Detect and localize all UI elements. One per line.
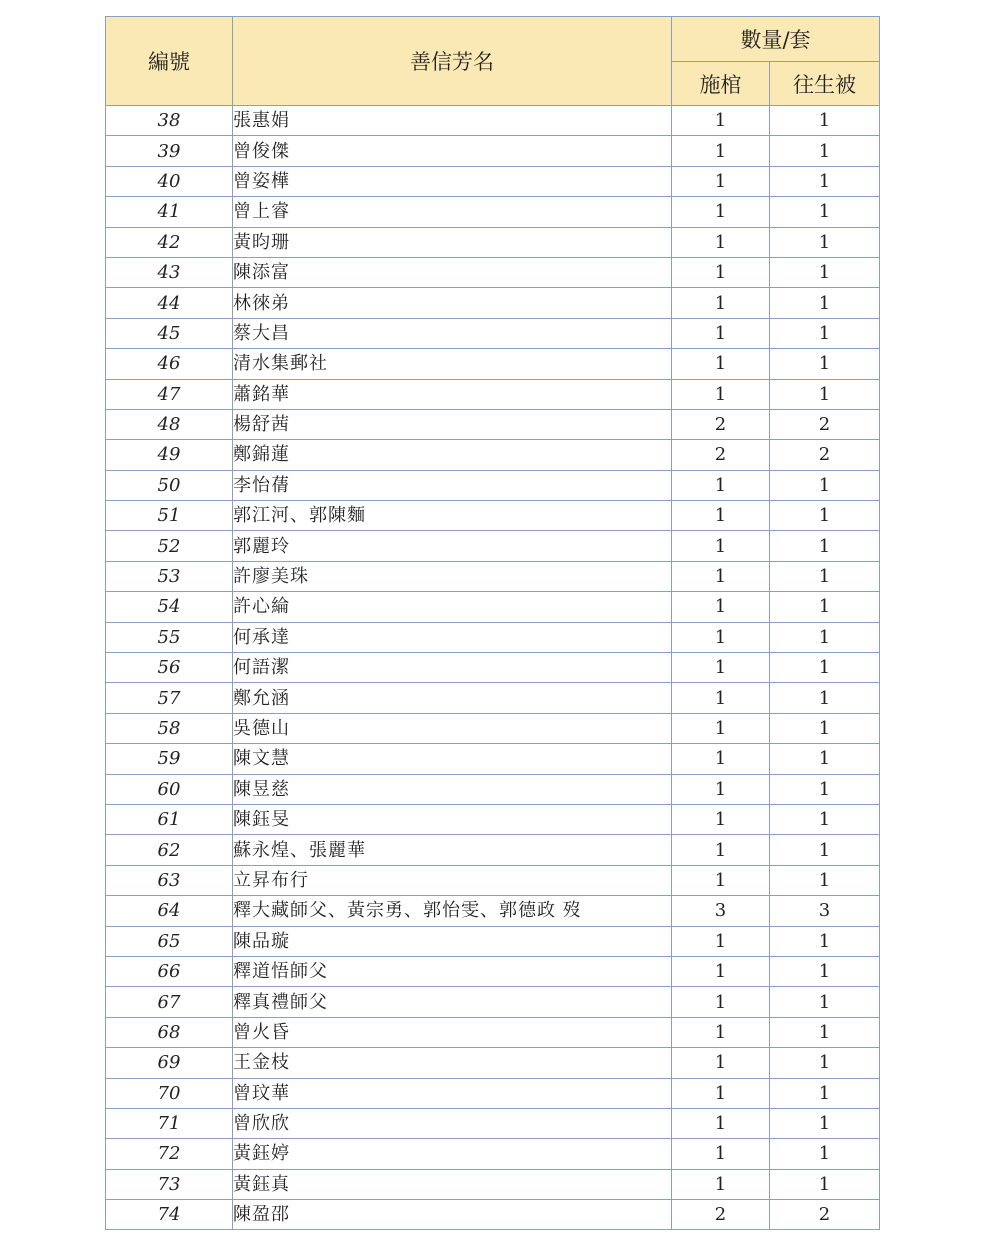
row-number-cell: 70 — [106, 1078, 233, 1108]
row-number-cell: 49 — [106, 440, 233, 470]
row-number-cell: 63 — [106, 865, 233, 895]
table-row — [106, 653, 880, 683]
table-row — [106, 956, 880, 986]
table-row — [106, 835, 880, 865]
donor-name-cell: 李怡蒨 — [233, 470, 672, 500]
coffin-quantity-cell: 3 — [672, 896, 770, 926]
coffin-quantity-cell: 1 — [672, 1139, 770, 1169]
row-number-cell: 52 — [106, 531, 233, 561]
row-number-cell: 46 — [106, 349, 233, 379]
quilt-quantity-cell: 1 — [770, 1078, 880, 1108]
quilt-quantity-cell: 1 — [770, 1169, 880, 1199]
donor-name-cell: 陳添富 — [233, 257, 672, 287]
quilt-quantity-cell: 1 — [770, 926, 880, 956]
donor-name-cell: 何承達 — [233, 622, 672, 652]
table-row — [106, 227, 880, 257]
quilt-quantity-cell: 1 — [770, 531, 880, 561]
table-row — [106, 987, 880, 1017]
row-number-cell: 39 — [106, 136, 233, 166]
coffin-quantity-cell: 1 — [672, 531, 770, 561]
quilt-quantity-cell: 1 — [770, 592, 880, 622]
donor-name-cell: 鄭允涵 — [233, 683, 672, 713]
row-number-cell: 56 — [106, 653, 233, 683]
quilt-quantity-cell: 1 — [770, 622, 880, 652]
quilt-quantity-cell: 1 — [770, 106, 880, 136]
quilt-quantity-cell: 1 — [770, 835, 880, 865]
table-row — [106, 257, 880, 287]
donor-name-cell: 黃鈺婷 — [233, 1139, 672, 1169]
row-number-cell: 65 — [106, 926, 233, 956]
row-number-cell: 40 — [106, 166, 233, 196]
row-number-cell: 74 — [106, 1200, 233, 1230]
coffin-quantity-cell: 1 — [672, 561, 770, 591]
table-row — [106, 440, 880, 470]
quilt-quantity-cell: 1 — [770, 683, 880, 713]
quilt-quantity-cell: 1 — [770, 1139, 880, 1169]
coffin-quantity-cell: 1 — [672, 501, 770, 531]
quilt-quantity-cell: 1 — [770, 470, 880, 500]
row-number-cell: 57 — [106, 683, 233, 713]
coffin-quantity-cell: 1 — [672, 197, 770, 227]
table-row — [106, 501, 880, 531]
table-row — [106, 744, 880, 774]
table-row — [106, 1048, 880, 1078]
coffin-quantity-cell: 1 — [672, 257, 770, 287]
quilt-quantity-cell: 1 — [770, 1017, 880, 1047]
donor-name-cell: 清水集郵社 — [233, 349, 672, 379]
table-row — [106, 318, 880, 348]
quilt-quantity-cell: 1 — [770, 1108, 880, 1138]
number-column-header: 編號 — [106, 17, 233, 106]
donor-name-cell: 陳鈺旻 — [233, 804, 672, 834]
donor-name-cell: 曾上睿 — [233, 197, 672, 227]
table-row — [106, 865, 880, 895]
donor-name-cell: 許心綸 — [233, 592, 672, 622]
quilt-quantity-cell: 1 — [770, 349, 880, 379]
quantity-group-header: 數量/套 — [672, 17, 880, 62]
quilt-quantity-cell: 1 — [770, 318, 880, 348]
coffin-quantity-cell: 1 — [672, 1078, 770, 1108]
quilt-quantity-cell: 1 — [770, 744, 880, 774]
donor-table — [105, 16, 880, 1230]
table-row — [106, 926, 880, 956]
row-number-cell: 42 — [106, 227, 233, 257]
coffin-quantity-cell: 1 — [672, 653, 770, 683]
row-number-cell: 38 — [106, 106, 233, 136]
quilt-quantity-cell: 1 — [770, 653, 880, 683]
coffin-quantity-cell: 1 — [672, 683, 770, 713]
table-row — [106, 561, 880, 591]
row-number-cell: 45 — [106, 318, 233, 348]
quilt-quantity-cell: 1 — [770, 774, 880, 804]
row-number-cell: 62 — [106, 835, 233, 865]
donor-name-cell: 曾俊傑 — [233, 136, 672, 166]
row-number-cell: 72 — [106, 1139, 233, 1169]
coffin-quantity-cell: 1 — [672, 379, 770, 409]
quilt-quantity-cell: 1 — [770, 804, 880, 834]
row-number-cell: 43 — [106, 257, 233, 287]
table-header — [106, 17, 880, 106]
row-number-cell: 50 — [106, 470, 233, 500]
coffin-quantity-cell: 1 — [672, 956, 770, 986]
coffin-column-header: 施棺 — [672, 62, 770, 106]
table-row — [106, 1017, 880, 1047]
row-number-cell: 73 — [106, 1169, 233, 1199]
quilt-quantity-cell: 2 — [770, 1200, 880, 1230]
donor-name-cell: 釋大藏師父、黃宗勇、郭怡雯、郭德政 歿 — [233, 896, 672, 926]
row-number-cell: 64 — [106, 896, 233, 926]
coffin-quantity-cell: 1 — [672, 1017, 770, 1047]
row-number-cell: 58 — [106, 713, 233, 743]
table-row — [106, 379, 880, 409]
donor-name-cell: 吳德山 — [233, 713, 672, 743]
donor-name-cell: 蕭銘華 — [233, 379, 672, 409]
table-row — [106, 713, 880, 743]
quilt-quantity-cell: 1 — [770, 166, 880, 196]
donor-name-cell: 楊舒茜 — [233, 409, 672, 439]
donor-name-cell: 鄭錦蓮 — [233, 440, 672, 470]
donor-name-cell: 黃昀珊 — [233, 227, 672, 257]
quilt-quantity-cell: 1 — [770, 561, 880, 591]
donor-name-cell: 陳文慧 — [233, 744, 672, 774]
table-row — [106, 288, 880, 318]
coffin-quantity-cell: 1 — [672, 713, 770, 743]
coffin-quantity-cell: 1 — [672, 1108, 770, 1138]
donor-name-cell: 林徠弟 — [233, 288, 672, 318]
row-number-cell: 55 — [106, 622, 233, 652]
row-number-cell: 53 — [106, 561, 233, 591]
table-row — [106, 1200, 880, 1230]
donor-name-cell: 蘇永煌、張麗華 — [233, 835, 672, 865]
table-row — [106, 622, 880, 652]
quilt-quantity-cell: 1 — [770, 288, 880, 318]
coffin-quantity-cell: 2 — [672, 1200, 770, 1230]
coffin-quantity-cell: 1 — [672, 227, 770, 257]
row-number-cell: 41 — [106, 197, 233, 227]
coffin-quantity-cell: 1 — [672, 166, 770, 196]
row-number-cell: 44 — [106, 288, 233, 318]
table-row — [106, 136, 880, 166]
donor-name-cell: 釋道悟師父 — [233, 956, 672, 986]
donor-name-cell: 曾火昏 — [233, 1017, 672, 1047]
row-number-cell: 69 — [106, 1048, 233, 1078]
table-row — [106, 349, 880, 379]
coffin-quantity-cell: 2 — [672, 440, 770, 470]
table-row — [106, 896, 880, 926]
donor-name-cell: 立昇布行 — [233, 865, 672, 895]
coffin-quantity-cell: 1 — [672, 1169, 770, 1199]
coffin-quantity-cell: 1 — [672, 835, 770, 865]
donor-name-cell: 蔡大昌 — [233, 318, 672, 348]
donor-name-column-header: 善信芳名 — [233, 17, 672, 106]
coffin-quantity-cell: 1 — [672, 774, 770, 804]
quilt-quantity-cell: 1 — [770, 987, 880, 1017]
row-number-cell: 68 — [106, 1017, 233, 1047]
quilt-quantity-cell: 1 — [770, 379, 880, 409]
table-row — [106, 774, 880, 804]
donor-name-cell: 陳昱慈 — [233, 774, 672, 804]
donor-name-cell: 釋真禮師父 — [233, 987, 672, 1017]
donor-name-cell: 曾玟華 — [233, 1078, 672, 1108]
coffin-quantity-cell: 1 — [672, 804, 770, 834]
table-row — [106, 470, 880, 500]
row-number-cell: 47 — [106, 379, 233, 409]
donor-name-cell: 王金枝 — [233, 1048, 672, 1078]
table-row — [106, 106, 880, 136]
row-number-cell: 66 — [106, 956, 233, 986]
row-number-cell: 71 — [106, 1108, 233, 1138]
quilt-quantity-cell: 1 — [770, 501, 880, 531]
coffin-quantity-cell: 1 — [672, 744, 770, 774]
table-row — [106, 531, 880, 561]
quilt-quantity-cell: 1 — [770, 956, 880, 986]
coffin-quantity-cell: 1 — [672, 1048, 770, 1078]
row-number-cell: 51 — [106, 501, 233, 531]
donor-name-cell: 曾姿樺 — [233, 166, 672, 196]
quilt-quantity-cell: 1 — [770, 865, 880, 895]
quilt-quantity-cell: 2 — [770, 409, 880, 439]
table-row — [106, 804, 880, 834]
quilt-column-header: 往生被 — [770, 62, 880, 106]
row-number-cell: 61 — [106, 804, 233, 834]
coffin-quantity-cell: 1 — [672, 288, 770, 318]
coffin-quantity-cell: 1 — [672, 622, 770, 652]
row-number-cell: 59 — [106, 744, 233, 774]
row-number-cell: 67 — [106, 987, 233, 1017]
donor-name-cell: 陳品璇 — [233, 926, 672, 956]
quilt-quantity-cell: 1 — [770, 227, 880, 257]
donor-name-cell: 黃鈺真 — [233, 1169, 672, 1199]
table-row — [106, 166, 880, 196]
quilt-quantity-cell: 2 — [770, 440, 880, 470]
table-row — [106, 592, 880, 622]
donor-name-cell: 陳盈邵 — [233, 1200, 672, 1230]
coffin-quantity-cell: 1 — [672, 349, 770, 379]
table-row — [106, 1139, 880, 1169]
quilt-quantity-cell: 1 — [770, 1048, 880, 1078]
table-body — [106, 106, 880, 1230]
coffin-quantity-cell: 1 — [672, 987, 770, 1017]
table-row — [106, 1078, 880, 1108]
row-number-cell: 48 — [106, 409, 233, 439]
quilt-quantity-cell: 3 — [770, 896, 880, 926]
table-row — [106, 409, 880, 439]
donor-name-cell: 曾欣欣 — [233, 1108, 672, 1138]
quilt-quantity-cell: 1 — [770, 713, 880, 743]
quilt-quantity-cell: 1 — [770, 257, 880, 287]
table-row — [106, 683, 880, 713]
coffin-quantity-cell: 1 — [672, 318, 770, 348]
coffin-quantity-cell: 1 — [672, 865, 770, 895]
coffin-quantity-cell: 1 — [672, 592, 770, 622]
coffin-quantity-cell: 1 — [672, 106, 770, 136]
donor-name-cell: 張惠娟 — [233, 106, 672, 136]
donor-name-cell: 何語潔 — [233, 653, 672, 683]
donor-name-cell: 郭麗玲 — [233, 531, 672, 561]
coffin-quantity-cell: 1 — [672, 136, 770, 166]
quilt-quantity-cell: 1 — [770, 197, 880, 227]
row-number-cell: 54 — [106, 592, 233, 622]
coffin-quantity-cell: 1 — [672, 926, 770, 956]
donor-name-cell: 許廖美珠 — [233, 561, 672, 591]
row-number-cell: 60 — [106, 774, 233, 804]
table-row — [106, 197, 880, 227]
donor-name-cell: 郭江河、郭陳麵 — [233, 501, 672, 531]
table-row — [106, 1169, 880, 1199]
coffin-quantity-cell: 1 — [672, 470, 770, 500]
quilt-quantity-cell: 1 — [770, 136, 880, 166]
coffin-quantity-cell: 2 — [672, 409, 770, 439]
table-row — [106, 1108, 880, 1138]
